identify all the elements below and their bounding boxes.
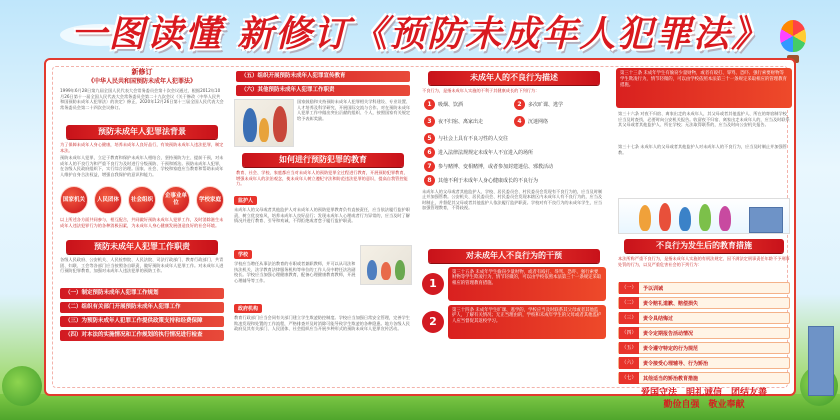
bad-behaviors-banner: 未成年人的不良行为描述: [428, 71, 600, 85]
section-tag: 监护人: [234, 196, 257, 205]
bad-behaviors-list: [424, 96, 604, 130]
section-tag: 政府机构: [234, 304, 262, 313]
list-item: （五） 责令遵守特定的行为规范: [618, 342, 790, 354]
slogan-line-1: 爱国守法 明礼诚信 团结友善: [640, 388, 767, 398]
duties-text: 各级人民政府、公安机关、人民检察院、人民法院、司法行政部门、教育行政部门、共青团、妇联、工会等各部门应当按照各自职责，做好预防未成年人犯罪工作。对未成年人进行预防犯罪教育，加强对未成年人违法犯罪的预防工作。: [60, 257, 224, 274]
duty-item: （四）对本法的实施情况和工作规划的执行情况进行检查: [60, 330, 224, 341]
list-item: （一） 予以训诫: [618, 282, 790, 294]
participant-circle: 学校家庭: [196, 186, 224, 214]
duty-item: （六）其他预防未成年人犯罪工作职责: [236, 85, 410, 96]
column-2: [234, 68, 412, 390]
background-text-3: 以上所述各方面共同参与，相互配合，共同做好预防未成年人犯罪工作，及时消除滋生未成年人违法犯罪行为的各种消极因素，为未成年人身心健康发展创造良好的社会环境。: [60, 217, 224, 228]
poster-board: [44, 58, 796, 410]
list-item: 2 多次旷课、逃学: [514, 99, 604, 110]
education-banner: 如何进行预防犯罪的教育: [242, 153, 404, 167]
participant-circle: 人民团体: [94, 186, 122, 214]
bad-behaviors-intro: 不良行为，是指未成年人实施的不利于其健康成长的下列行为：: [422, 88, 540, 93]
background-banner: 预防未成年人犯罪法背景: [66, 125, 218, 139]
page-title: 一图读懂 新修订《预防未成年人犯罪法》: [70, 13, 770, 55]
intro-text: 1999年6月28日第九届全国人民代表大会常务委员会第十次会议通过，根据2012年10月26日第十一届全国人民代表大会常务委员会第二十九次会议《关于修改〈中华人民共和国预防未成年人犯罪法〉的决定》修正，2020年12月26日第十三届全国人民代表大会常务委员会第二十四次会议修订。: [60, 88, 224, 110]
intervention-item: [422, 267, 606, 301]
intervention-text: 第三十四条 未成年学生旷课、逃学的，学校应当及时联系其父母或者其他监护人，了解有关情况；无正当理由的，学校和未成年学生的父母或者其他监护人应当督促其返校学习。: [448, 305, 606, 339]
section-text: 教育行政部门应当会同有关部门建立学生欺凌防控制度。学校应当加强日常安全管理，完善学生欺凌发现和处置的工作流程，严格排查并及时消除可能导致学生欺凌的各种隐患。地方各级人民政府及其有关部门、人民团体、社会组织应当开展多种形式的预防未成年人犯罪宣传活动。: [234, 315, 410, 332]
participants-circles: [60, 186, 224, 214]
mid-top-text: 国家鼓励和支持预防未成年人犯罪相关学科建设、专业设置、人才培养及科学研究，开展国际交流与合作。对在预防未成年人犯罪工作中做出突出贡献的组织、个人，按照国家有关规定给予表彰奖励。: [297, 99, 411, 121]
list-item: 7 参与赌博、变相赌博，或者参加封建迷信、邪教活动: [424, 161, 604, 172]
right-top-text-2: 第三十七条 未成年人的父母或者其他监护人对未成年人的不良行为，应当及时制止并加强管教。: [618, 144, 787, 155]
intervention-item: [422, 305, 606, 339]
intervention-number: 2: [422, 311, 444, 333]
duty-item: （五）组织开展预防未成年人犯罪宣传教育: [236, 71, 410, 82]
bad-behaviors-list-2: [424, 133, 604, 186]
participant-circle: 企事业单位: [162, 186, 190, 214]
right-top-text-1: 第三十六条 对夜不归宿、离家出走的未成年人，其父母或者其他监护人、所在的寄宿制学校应当及时查找，必要时向公安机关报告。收留夜不归宿、离家出走未成年人的，应当及时联系其父母或者其他监护人、所在学校；无法取得联系的，应当及时向公安机关报告。: [618, 111, 790, 128]
background-text-1: 为了保障未成年人身心健康，培养未成年人良好品行，有效预防未成年人违法犯罪，制定本法。: [60, 142, 224, 153]
section-tag: 学校: [234, 250, 252, 259]
list-item: 4 沉迷网络: [514, 116, 604, 127]
list-item: （三） 责令具结悔过: [618, 312, 790, 324]
list-item: 8 其他不利于未成年人身心健康成长的不良行为: [424, 175, 604, 186]
list-item: 3 夜不归宿、离家出走: [424, 116, 514, 127]
list-item: （四） 责令定期报告活动情况: [618, 327, 790, 339]
participant-circle: 社会组织: [128, 186, 156, 214]
intervention-text: 第三十五条 未成年学生偷窃少量财物，或者有殴打、辱骂、恐吓、强行索要财物等学生欺凌行为，情节轻微的，可以由学校依照本法第三十一条规定采取相应的管理教育措施。: [448, 267, 606, 301]
right-top-highlight: 第三十三条 未成年学生有偷窃少量财物，或者有殴打、辱骂、恐吓、强行索要财物等学生欺凌行为，情节轻微的，可以由学校依照本法第三十一条规定采取相应的管理教育措施。: [616, 68, 792, 108]
section-text: 学校应当聘任从事法治教育的专职或者兼职教师，并可以从司法和执法机关、法学教育法律服务机构等单位的工作人员中聘任法治副校长。学校应当加强心理健康教育，配备心理健康教育教师，开展心理辅导等工作。: [234, 261, 356, 283]
duty-item: （三）为预防未成年人犯罪工作提供政策支持和经费保障: [60, 316, 224, 327]
slogan-line-2: 勤俭自强 敬业奉献: [663, 400, 745, 410]
duty-item: （二）组织有关部门开展预防未成年人犯罪工作: [60, 302, 224, 313]
list-item: 5 与社会上具有不良习性的人交往: [424, 133, 604, 144]
list-item: （二） 责令赔礼道歉、赔偿损失: [618, 297, 790, 309]
measures-highlight: 本法所称严重不良行为，是指未成年人实施的有刑法规定、因不满法定刑事责任年龄不予刑事处罚的行为，以及严重危害社会的下列行为：: [618, 256, 790, 267]
duties-banner: 预防未成年人犯罪工作职责: [66, 240, 218, 254]
list-item: （七） 其他适当的矫治教育措施: [618, 372, 790, 384]
intervention-number: 1: [422, 273, 444, 295]
column-3: [420, 68, 608, 390]
intervention-banner: 对未成年人不良行为的干预: [428, 249, 600, 263]
list-item: （六） 责令接受心理辅导、行为矫治: [618, 357, 790, 369]
duty-item: （一）制定预防未成年人犯罪工作规划: [60, 288, 224, 299]
background-text-2: 预防未成年人犯罪，立足于教育和保护未成年人相结合，坚持预防为主、提前干预，对未成年人的不良行为和严重不良行为及时进行分级预防、干预和矫治。预防未成年人犯罪，在各级人民政府组织下，实行综合治理。国家、社会、学校和家庭应当教育和帮助未成年人维护自身合法权益，增强自我保护的意识和能力。: [60, 155, 224, 177]
column-4: [616, 68, 792, 410]
intro-heading: 新修订: [131, 68, 153, 76]
list-item: 1 吸烟、饮酒: [424, 99, 514, 110]
building-decoration: [808, 326, 834, 396]
children-illustration: [618, 198, 790, 234]
participant-circle: 国家机关: [60, 186, 88, 214]
measures-banner: 不良行为发生后的教育措施: [624, 239, 784, 253]
classroom-illustration: [360, 245, 412, 285]
intro-subheading: 《中华人民共和国预防未成年人犯罪法》: [87, 78, 196, 85]
list-item: 6 进入法律法规规定未成年人不宜进入的场所: [424, 147, 604, 158]
measures-list: [618, 282, 790, 384]
bad-behaviors-text: 未成年人的父母或者其他监护人、学校、居民委员会、村民委员会发现有不良行为的，应当及时制止并加强管教。公安机关、居民委员会、村民委员会发现本辖区内未成年人有不良行为的，应当及时制止，并督促其父母或者其他监护人依法履行监护职责。学校对有不良行为的未成年学生，应当加强管理教育，不得歧视。: [422, 188, 603, 211]
tree-decoration: [2, 366, 42, 406]
family-illustration: [234, 99, 294, 147]
section-text: 未成年人的父母或者其他监护人对未成年人的预防犯罪教育负有直接责任，应当依法履行监护职责，树立优良家风，培养未成年人良好品行；发现未成年人心理或者行为异常的，应当及时了解情况并进行教育、引导和劝诫，不得拒绝或者怠于履行监护职责。: [234, 207, 410, 224]
education-highlight: 教育、社会、学校、家庭都应当对未成年人的预防犯罪全过程进行教育，开展预防犯罪教育，增强未成年人的法治观念，使未成年人树立遵纪守法和防范违法犯罪的意识，提高自我管控能力。: [236, 170, 408, 187]
column-1: [58, 68, 226, 390]
